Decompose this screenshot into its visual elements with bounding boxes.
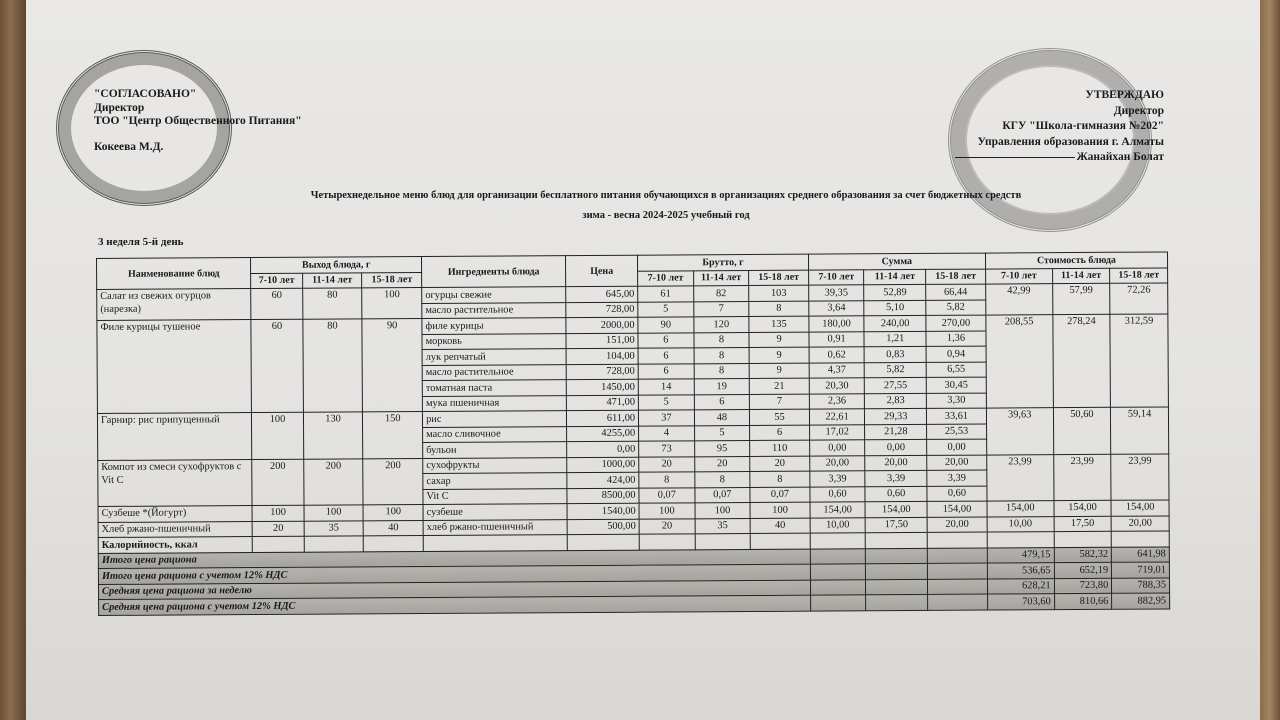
menu-table-body bbox=[97, 283, 1170, 615]
summary-empty-cell bbox=[866, 579, 928, 595]
dish-cost: 72,26 bbox=[1110, 283, 1168, 314]
dish-yield: 20 bbox=[252, 521, 304, 537]
ingredient-price: 500,00 bbox=[567, 519, 639, 535]
ingredient-brutto: 100 bbox=[695, 503, 751, 519]
ingredient-name: масло растительное bbox=[422, 364, 566, 380]
dish-cost: 20,00 bbox=[1111, 515, 1169, 531]
dish-yield: 200 bbox=[303, 458, 363, 505]
ingredient-brutto: 110 bbox=[750, 440, 810, 456]
header-price: Цена bbox=[566, 255, 638, 286]
ingredient-sum: 25,53 bbox=[927, 424, 987, 440]
ingredient-brutto: 100 bbox=[750, 502, 810, 518]
summary-label: Средняя цена рациона за неделю bbox=[98, 580, 810, 600]
summary-value: 723,80 bbox=[1054, 578, 1112, 594]
ingredient-sum: 20,00 bbox=[927, 517, 987, 533]
week-day-label: 3 неделя 5-й день bbox=[98, 236, 184, 248]
calories-cell bbox=[1054, 531, 1112, 547]
ingredient-brutto: 8 bbox=[694, 348, 750, 364]
summary-value: 641,98 bbox=[1112, 546, 1170, 562]
ingredient-brutto: 6 bbox=[638, 363, 694, 379]
ingredient-sum: 5,10 bbox=[864, 300, 926, 316]
signature-line bbox=[955, 157, 1075, 158]
ingredient-sum: 1,36 bbox=[926, 331, 986, 347]
summary-empty-cell bbox=[927, 548, 987, 564]
header-age-11-14: 11-14 лет bbox=[864, 269, 926, 285]
ingredient-sum: 240,00 bbox=[864, 315, 926, 331]
ingredient-price: 8500,00 bbox=[567, 488, 639, 504]
ingredient-price: 728,00 bbox=[566, 302, 638, 318]
dish-cost: 23,99 bbox=[1111, 453, 1169, 500]
approval-left-position: Директор bbox=[94, 101, 145, 114]
dish-cost: 17,50 bbox=[1054, 516, 1112, 532]
ingredient-price: 728,00 bbox=[566, 364, 638, 380]
summary-empty-cell bbox=[866, 563, 928, 579]
ingredient-sum: 20,30 bbox=[809, 378, 865, 394]
ingredient-brutto: 8 bbox=[750, 471, 810, 487]
ingredient-sum: 20,00 bbox=[927, 455, 987, 471]
ingredient-brutto: 8 bbox=[639, 472, 695, 488]
dish-yield: 100 bbox=[252, 505, 304, 521]
calories-cell bbox=[304, 536, 364, 552]
header-age-15-18: 15-18 лет bbox=[926, 269, 986, 285]
header-age-15-18: 15-18 лет bbox=[362, 272, 422, 288]
ingredient-brutto: 4 bbox=[639, 425, 695, 441]
calories-cell bbox=[639, 534, 695, 550]
dish-cost: 154,00 bbox=[1054, 500, 1112, 516]
ingredient-sum: 0,00 bbox=[865, 439, 927, 455]
ingredient-brutto: 5 bbox=[638, 301, 694, 317]
dish-cost: 39,63 bbox=[986, 408, 1053, 455]
ingredient-brutto: 14 bbox=[638, 379, 694, 395]
ingredient-sum: 33,61 bbox=[927, 408, 987, 424]
ingredient-brutto: 5 bbox=[638, 394, 694, 410]
ingredient-price: 471,00 bbox=[566, 395, 638, 411]
dish-name: Сузбеше *(Йогурт) bbox=[98, 506, 252, 522]
header-age-15-18: 15-18 лет bbox=[1110, 267, 1168, 283]
dish-yield: 80 bbox=[303, 319, 363, 412]
ingredient-sum: 39,35 bbox=[809, 285, 865, 301]
ingredient-brutto: 20 bbox=[639, 518, 695, 534]
ingredient-sum: 5,82 bbox=[926, 300, 986, 316]
header-age-11-14: 11-14 лет bbox=[693, 270, 749, 286]
menu-table bbox=[96, 251, 1170, 615]
ingredient-sum: 0,94 bbox=[926, 346, 986, 362]
approval-right-heading: УТВЕРЖДАЮ bbox=[1085, 89, 1164, 101]
ingredient-price: 1000,00 bbox=[567, 457, 639, 473]
ingredient-sum: 2,83 bbox=[865, 393, 927, 409]
dish-name: Хлеб ржано-пшеничный bbox=[98, 521, 252, 537]
approval-left-heading: "СОГЛАСОВАНО" bbox=[94, 88, 197, 100]
calories-cell bbox=[253, 536, 305, 552]
ingredient-brutto: 35 bbox=[695, 518, 751, 534]
dish-cost: 42,99 bbox=[985, 284, 1052, 315]
dish-yield: 80 bbox=[302, 288, 362, 319]
dish-yield: 60 bbox=[251, 288, 303, 319]
ingredient-brutto: 61 bbox=[638, 286, 694, 302]
ingredient-sum: 3,64 bbox=[809, 300, 865, 316]
ingredient-brutto: 19 bbox=[694, 379, 750, 395]
ingredient-brutto: 9 bbox=[749, 363, 809, 379]
ingredient-sum: 20,00 bbox=[865, 455, 927, 471]
dish-yield: 100 bbox=[304, 505, 364, 521]
ingredient-price: 4255,00 bbox=[567, 426, 639, 442]
calories-cell bbox=[423, 535, 567, 551]
summary-empty-cell bbox=[810, 564, 866, 580]
summary-value: 479,15 bbox=[987, 547, 1054, 563]
ingredient-brutto: 40 bbox=[750, 518, 810, 534]
ingredient-brutto: 82 bbox=[693, 286, 749, 302]
header-age-7-10: 7-10 лет bbox=[985, 268, 1052, 284]
calories-cell bbox=[695, 534, 751, 550]
ingredient-brutto: 100 bbox=[639, 503, 695, 519]
ingredient-sum: 0,62 bbox=[809, 347, 865, 363]
ingredient-brutto: 48 bbox=[694, 410, 750, 426]
ingredient-brutto: 9 bbox=[749, 332, 809, 348]
dish-name: Гарнир: рис припущенный bbox=[97, 413, 252, 460]
desk-surface-left bbox=[0, 0, 26, 720]
calories-label: Калорийность, ккал bbox=[98, 537, 252, 553]
calories-cell bbox=[987, 532, 1054, 548]
calories-cell bbox=[750, 533, 810, 549]
approval-left-organization: ТОО "Центр Общественного Питания" bbox=[94, 115, 302, 127]
ingredient-name: сахар bbox=[423, 473, 567, 489]
ingredient-brutto: 90 bbox=[638, 317, 694, 333]
ingredient-brutto: 37 bbox=[639, 410, 695, 426]
header-age-7-10: 7-10 лет bbox=[638, 270, 694, 286]
ingredient-brutto: 5 bbox=[694, 425, 750, 441]
ingredient-name: Vit C bbox=[423, 488, 567, 504]
dish-cost: 50,60 bbox=[1053, 407, 1111, 454]
ingredient-name: мука пшеничная bbox=[422, 395, 566, 411]
header-sum: Сумма bbox=[808, 253, 985, 270]
dish-yield: 130 bbox=[303, 412, 363, 459]
dish-yield: 100 bbox=[362, 288, 422, 319]
summary-empty-cell bbox=[866, 594, 928, 610]
ingredient-sum: 30,45 bbox=[926, 377, 986, 393]
calories-cell bbox=[1111, 531, 1169, 547]
summary-value: 628,21 bbox=[987, 578, 1054, 594]
ingredient-brutto: 7 bbox=[750, 394, 810, 410]
calories-cell bbox=[364, 536, 424, 552]
summary-empty-cell bbox=[928, 594, 988, 610]
ingredient-sum: 3,39 bbox=[810, 471, 866, 487]
ingredient-sum: 29,33 bbox=[865, 408, 927, 424]
header-yield: Выход блюда, г bbox=[251, 257, 422, 274]
header-brutto: Брутто, г bbox=[638, 254, 809, 271]
ingredient-sum: 154,00 bbox=[810, 502, 866, 518]
ingredient-brutto: 8 bbox=[694, 363, 750, 379]
summary-value: 703,60 bbox=[987, 594, 1054, 610]
summary-empty-cell bbox=[866, 548, 928, 564]
ingredient-name: томатная паста bbox=[422, 380, 566, 396]
dish-name: Компот из смеси сухофруктов с Vit C bbox=[98, 459, 253, 506]
ingredient-sum: 0,60 bbox=[927, 486, 987, 502]
ingredient-brutto: 120 bbox=[694, 317, 750, 333]
ingredient-price: 2000,00 bbox=[566, 317, 638, 333]
ingredient-price: 0,00 bbox=[567, 441, 639, 457]
ingredient-sum: 180,00 bbox=[809, 316, 865, 332]
header-age-7-10: 7-10 лет bbox=[808, 269, 864, 285]
ingredient-brutto: 21 bbox=[749, 378, 809, 394]
summary-label: Средняя цена рациона с учетом 12% НДС bbox=[99, 595, 811, 615]
ingredient-sum: 0,00 bbox=[927, 439, 987, 455]
ingredient-sum: 52,89 bbox=[864, 284, 926, 300]
ingredient-brutto: 0,07 bbox=[695, 487, 751, 503]
dish-name: Салат из свежих огурцов (нарезка) bbox=[97, 289, 251, 321]
header-age-11-14: 11-14 лет bbox=[302, 272, 362, 288]
ingredient-sum: 17,50 bbox=[866, 517, 928, 533]
ingredient-name: сузбеше bbox=[423, 504, 567, 520]
ingredient-sum: 5,82 bbox=[865, 362, 927, 378]
dish-cost: 154,00 bbox=[987, 501, 1054, 517]
ingredient-name: огурцы свежие bbox=[422, 287, 566, 303]
dish-cost: 23,99 bbox=[986, 454, 1053, 501]
ingredient-sum: 0,00 bbox=[809, 440, 865, 456]
ingredient-sum: 20,00 bbox=[810, 455, 866, 471]
dish-cost: 278,24 bbox=[1053, 314, 1111, 407]
ingredient-brutto: 8 bbox=[694, 472, 750, 488]
ingredient-sum: 154,00 bbox=[927, 501, 987, 517]
header-ingredients: Ингредиенты блюда bbox=[422, 256, 566, 288]
calories-cell bbox=[810, 533, 866, 549]
title-line-2: зима - весна 2024-2025 учебный год bbox=[582, 210, 750, 221]
calories-cell bbox=[567, 534, 639, 550]
approval-right-department: Управления образования г. Алматы bbox=[977, 135, 1164, 148]
dish-yield: 40 bbox=[364, 520, 424, 536]
summary-value: 882,95 bbox=[1112, 593, 1170, 609]
ingredient-brutto: 20 bbox=[639, 456, 695, 472]
dish-cost: 312,59 bbox=[1110, 314, 1168, 407]
summary-value: 788,35 bbox=[1112, 577, 1170, 593]
ingredient-name: масло растительное bbox=[422, 302, 566, 318]
ingredient-sum: 2,36 bbox=[809, 393, 865, 409]
ingredient-brutto: 55 bbox=[750, 409, 810, 425]
document-page bbox=[26, 0, 1260, 720]
ingredient-brutto: 6 bbox=[638, 332, 694, 348]
ingredient-sum: 0,91 bbox=[809, 331, 865, 347]
dish-yield: 100 bbox=[363, 505, 423, 521]
ingredient-name: бульон bbox=[423, 442, 567, 458]
header-age-15-18: 15-18 лет bbox=[749, 270, 809, 286]
dish-cost: 208,55 bbox=[986, 315, 1053, 408]
summary-empty-cell bbox=[810, 595, 866, 611]
ingredient-sum: 0,60 bbox=[810, 486, 866, 502]
ingredient-sum: 0,60 bbox=[865, 486, 927, 502]
ingredient-brutto: 8 bbox=[694, 332, 750, 348]
dish-cost: 59,14 bbox=[1111, 407, 1169, 454]
dish-yield: 90 bbox=[362, 319, 422, 412]
ingredient-brutto: 0,07 bbox=[639, 487, 695, 503]
ingredient-name: лук репчатый bbox=[422, 349, 566, 365]
approval-block-left bbox=[94, 88, 302, 154]
dish-cost: 154,00 bbox=[1111, 500, 1169, 516]
summary-empty-cell bbox=[810, 548, 866, 564]
dish-yield: 60 bbox=[251, 319, 303, 412]
dish-name: Филе курицы тушеное bbox=[97, 320, 252, 414]
ingredient-sum: 4,37 bbox=[809, 362, 865, 378]
ingredient-brutto: 20 bbox=[750, 456, 810, 472]
ingredient-brutto: 6 bbox=[750, 425, 810, 441]
ingredient-price: 1450,00 bbox=[566, 379, 638, 395]
ingredient-sum: 27,55 bbox=[865, 377, 927, 393]
ingredient-price: 645,00 bbox=[566, 286, 638, 302]
header-age-7-10: 7-10 лет bbox=[251, 273, 303, 289]
ingredient-brutto: 8 bbox=[749, 301, 809, 317]
ingredient-name: морковь bbox=[422, 333, 566, 349]
summary-value: 719,01 bbox=[1112, 562, 1170, 578]
calories-cell bbox=[927, 532, 987, 548]
ingredient-sum: 6,55 bbox=[926, 362, 986, 378]
ingredient-price: 424,00 bbox=[567, 472, 639, 488]
dish-cost: 23,99 bbox=[1053, 454, 1111, 501]
summary-value: 652,19 bbox=[1054, 562, 1112, 578]
ingredient-price: 611,00 bbox=[567, 410, 639, 426]
ingredient-brutto: 103 bbox=[749, 285, 809, 301]
ingredient-price: 151,00 bbox=[566, 333, 638, 349]
calories-cell bbox=[866, 532, 928, 548]
summary-value: 536,65 bbox=[987, 563, 1054, 579]
header-cost: Стоимость блюда bbox=[985, 252, 1167, 269]
summary-value: 582,32 bbox=[1054, 547, 1112, 563]
ingredient-brutto: 73 bbox=[639, 441, 695, 457]
ingredient-sum: 1,21 bbox=[864, 331, 926, 347]
ingredient-sum: 0,83 bbox=[864, 346, 926, 362]
ingredient-brutto: 20 bbox=[694, 456, 750, 472]
header-age-11-14: 11-14 лет bbox=[1052, 268, 1110, 284]
header-dish: Наименование блюд bbox=[97, 258, 251, 290]
dish-cost: 57,99 bbox=[1052, 283, 1110, 314]
dish-cost: 10,00 bbox=[987, 516, 1054, 532]
ingredient-brutto: 9 bbox=[749, 347, 809, 363]
ingredient-sum: 21,28 bbox=[865, 424, 927, 440]
approval-right-organization: КГУ "Школа-гимназия №202" bbox=[1002, 120, 1164, 132]
dish-yield: 150 bbox=[363, 412, 423, 459]
ingredient-name: сухофрукты bbox=[423, 457, 567, 473]
ingredient-sum: 154,00 bbox=[865, 501, 927, 517]
dish-yield: 200 bbox=[363, 458, 423, 505]
ingredient-sum: 3,39 bbox=[927, 470, 987, 486]
ingredient-sum: 66,44 bbox=[926, 284, 986, 300]
ingredient-sum: 3,30 bbox=[926, 393, 986, 409]
desk-surface-right bbox=[1260, 0, 1280, 720]
ingredient-name: хлеб ржано-пшеничный bbox=[423, 519, 567, 535]
summary-label: Итого цена рациона с учетом 12% НДС bbox=[98, 564, 810, 584]
ingredient-sum: 270,00 bbox=[926, 315, 986, 331]
dish-yield: 200 bbox=[252, 459, 304, 506]
summary-label: Итого цена рациона bbox=[98, 549, 810, 569]
ingredient-name: масло сливочное bbox=[423, 426, 567, 442]
ingredient-brutto: 6 bbox=[638, 348, 694, 364]
ingredient-brutto: 135 bbox=[749, 316, 809, 332]
summary-empty-cell bbox=[928, 579, 988, 595]
summary-empty-cell bbox=[810, 579, 866, 595]
summary-value: 810,66 bbox=[1054, 593, 1112, 609]
ingredient-price: 104,00 bbox=[566, 348, 638, 364]
ingredient-sum: 17,02 bbox=[809, 424, 865, 440]
approval-block-right bbox=[955, 88, 1164, 166]
ingredient-name: филе курицы bbox=[422, 318, 566, 334]
ingredient-brutto: 0,07 bbox=[750, 487, 810, 503]
summary-empty-cell bbox=[928, 563, 988, 579]
ingredient-price: 1540,00 bbox=[567, 503, 639, 519]
dish-yield: 100 bbox=[252, 412, 304, 459]
approval-right-position: Директор bbox=[1113, 104, 1164, 117]
approval-left-name: Кокеева М.Д. bbox=[94, 140, 164, 153]
ingredient-sum: 22,61 bbox=[809, 409, 865, 425]
dish-yield: 35 bbox=[304, 520, 364, 536]
ingredient-brutto: 7 bbox=[693, 301, 749, 317]
ingredient-brutto: 6 bbox=[694, 394, 750, 410]
ingredient-sum: 3,39 bbox=[865, 470, 927, 486]
document-title bbox=[256, 186, 1076, 226]
ingredient-brutto: 95 bbox=[694, 441, 750, 457]
ingredient-sum: 10,00 bbox=[810, 517, 866, 533]
approval-right-name: Жанайхан Болат bbox=[1076, 151, 1164, 163]
ingredient-name: рис bbox=[423, 411, 567, 427]
title-line-1: Четырехнедельное меню блюд для организации бесплатного питания обучающихся в организациях среднего образования за счет бюджетных средств bbox=[310, 190, 1022, 201]
